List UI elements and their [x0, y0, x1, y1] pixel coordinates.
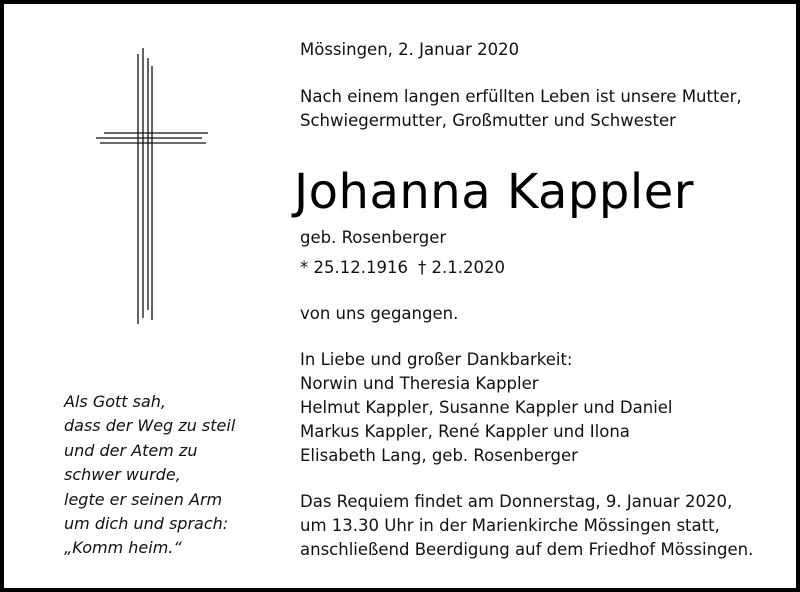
cross-icon — [90, 48, 214, 328]
poem-line: „Komm heim.“ — [64, 538, 182, 558]
service-line: um 13.30 Uhr in der Marienkirche Mössingen statt, — [300, 516, 720, 535]
family-line: Markus Kappler, René Kappler und Ilona — [300, 422, 630, 441]
service-line: anschließend Beerdigung auf dem Friedhof Mössingen. — [300, 540, 754, 559]
family-line: Helmut Kappler, Susanne Kappler und Daniel — [300, 398, 673, 417]
passing-text: von uns gegangen. — [300, 304, 459, 323]
place-date: Mössingen, 2. Januar 2020 — [300, 40, 520, 59]
poem — [64, 390, 274, 561]
intro-line: Nach einem langen erfüllten Leben ist unsere Mutter, — [300, 87, 742, 106]
family-line: Norwin und Theresia Kappler — [300, 374, 539, 393]
poem-line: legte er seinen Arm — [64, 489, 223, 509]
poem-line: Als Gott sah, — [64, 392, 166, 411]
poem-line: schwer wurde, — [64, 465, 181, 485]
poem-line: und der Atem zu — [64, 440, 198, 460]
family-intro: In Liebe und großer Dankbarkeit: — [300, 350, 573, 369]
death-date: † 2.1.2020 — [418, 258, 505, 277]
family-line: Elisabeth Lang, geb. Rosenberger — [300, 446, 578, 465]
poem-line: um dich und sprach: — [64, 514, 229, 534]
poem-line: dass der Weg zu steil — [64, 416, 236, 436]
service-line: Das Requiem findet am Donnerstag, 9. Januar 2020, — [300, 492, 733, 511]
deceased-name: Johanna Kappler — [294, 164, 694, 220]
birth-date: * 25.12.1916 — [300, 258, 408, 277]
intro-line: Schwiegermutter, Großmutter und Schwester — [300, 111, 676, 130]
maiden-name: geb. Rosenberger — [300, 228, 447, 247]
